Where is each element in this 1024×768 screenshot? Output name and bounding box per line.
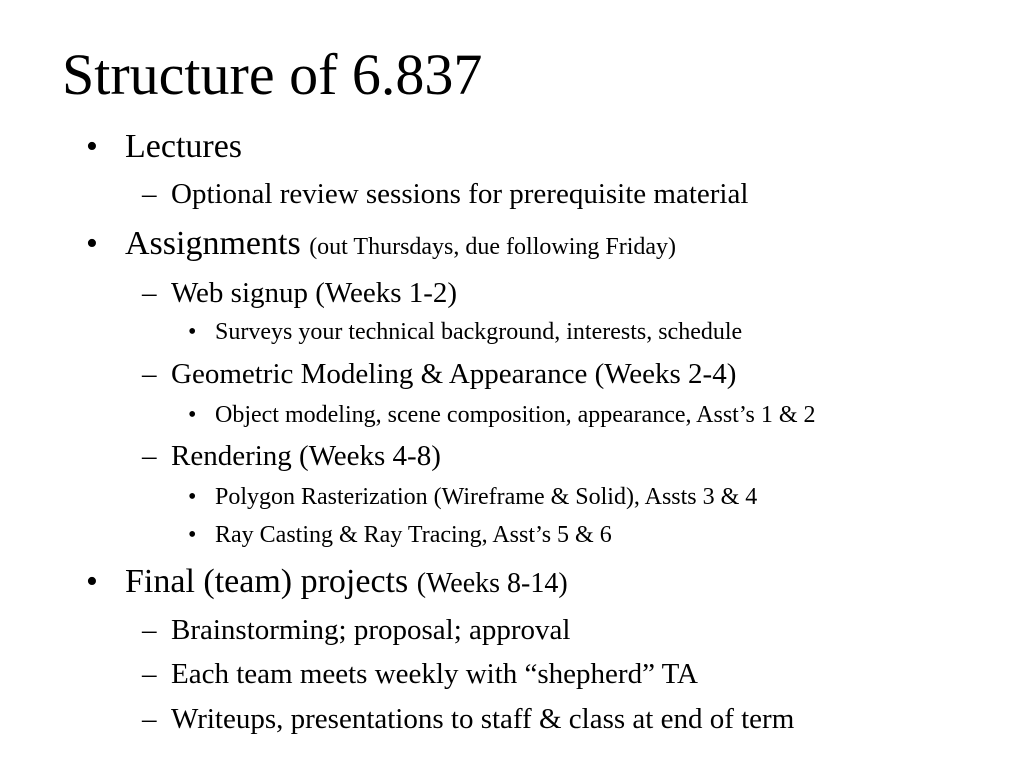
dash-icon: – (142, 658, 157, 690)
dash-icon: – (142, 614, 157, 646)
bullet-aside: (Weeks 8-14) (416, 568, 568, 599)
sub-sub-bullet-text: Polygon Rasterization (Wireframe & Solid), Assts 3 & 4 (215, 484, 758, 510)
sub-sub-bullet-text: Ray Casting & Ray Tracing, Asst’s 5 & 6 (215, 522, 612, 548)
sub-bullet-text: Brainstorming; proposal; approval (171, 614, 571, 646)
bullet-text: Lectures (125, 128, 243, 165)
small-bullet-icon: • (188, 484, 197, 510)
dash-icon: – (142, 358, 157, 390)
bullet-aside: (out Thursdays, due following Friday) (309, 234, 677, 260)
slide-title: Structure of 6.837 (62, 42, 483, 107)
small-bullet-icon: • (188, 319, 197, 345)
dash-icon: – (142, 178, 157, 210)
bullet-icon: • (86, 128, 98, 165)
sub-bullet-text: Optional review sessions for prerequisite material (171, 178, 749, 210)
dash-icon: – (142, 440, 157, 472)
small-bullet-icon: • (188, 522, 197, 548)
dash-icon: – (142, 703, 157, 735)
sub-bullet-text: Writeups, presentations to staff & class at end of term (171, 703, 795, 735)
bullet-icon: • (86, 225, 98, 262)
sub-bullet-text: Web signup (Weeks 1-2) (171, 277, 458, 309)
bullet-icon: • (86, 563, 98, 600)
bullet-text: Final (team) projects (125, 563, 409, 600)
bullet-text: Assignments (125, 225, 301, 262)
sub-sub-bullet-text: Surveys your technical background, interests, schedule (215, 319, 743, 345)
sub-bullet-text: Rendering (Weeks 4-8) (171, 440, 441, 472)
small-bullet-icon: • (188, 402, 197, 428)
dash-icon: – (142, 277, 157, 309)
sub-sub-bullet-text: Object modeling, scene composition, appearance, Asst’s 1 & 2 (215, 402, 816, 428)
sub-bullet-text: Geometric Modeling & Appearance (Weeks 2-4) (171, 358, 737, 390)
sub-bullet-text: Each team meets weekly with “shepherd” TA (171, 658, 698, 690)
